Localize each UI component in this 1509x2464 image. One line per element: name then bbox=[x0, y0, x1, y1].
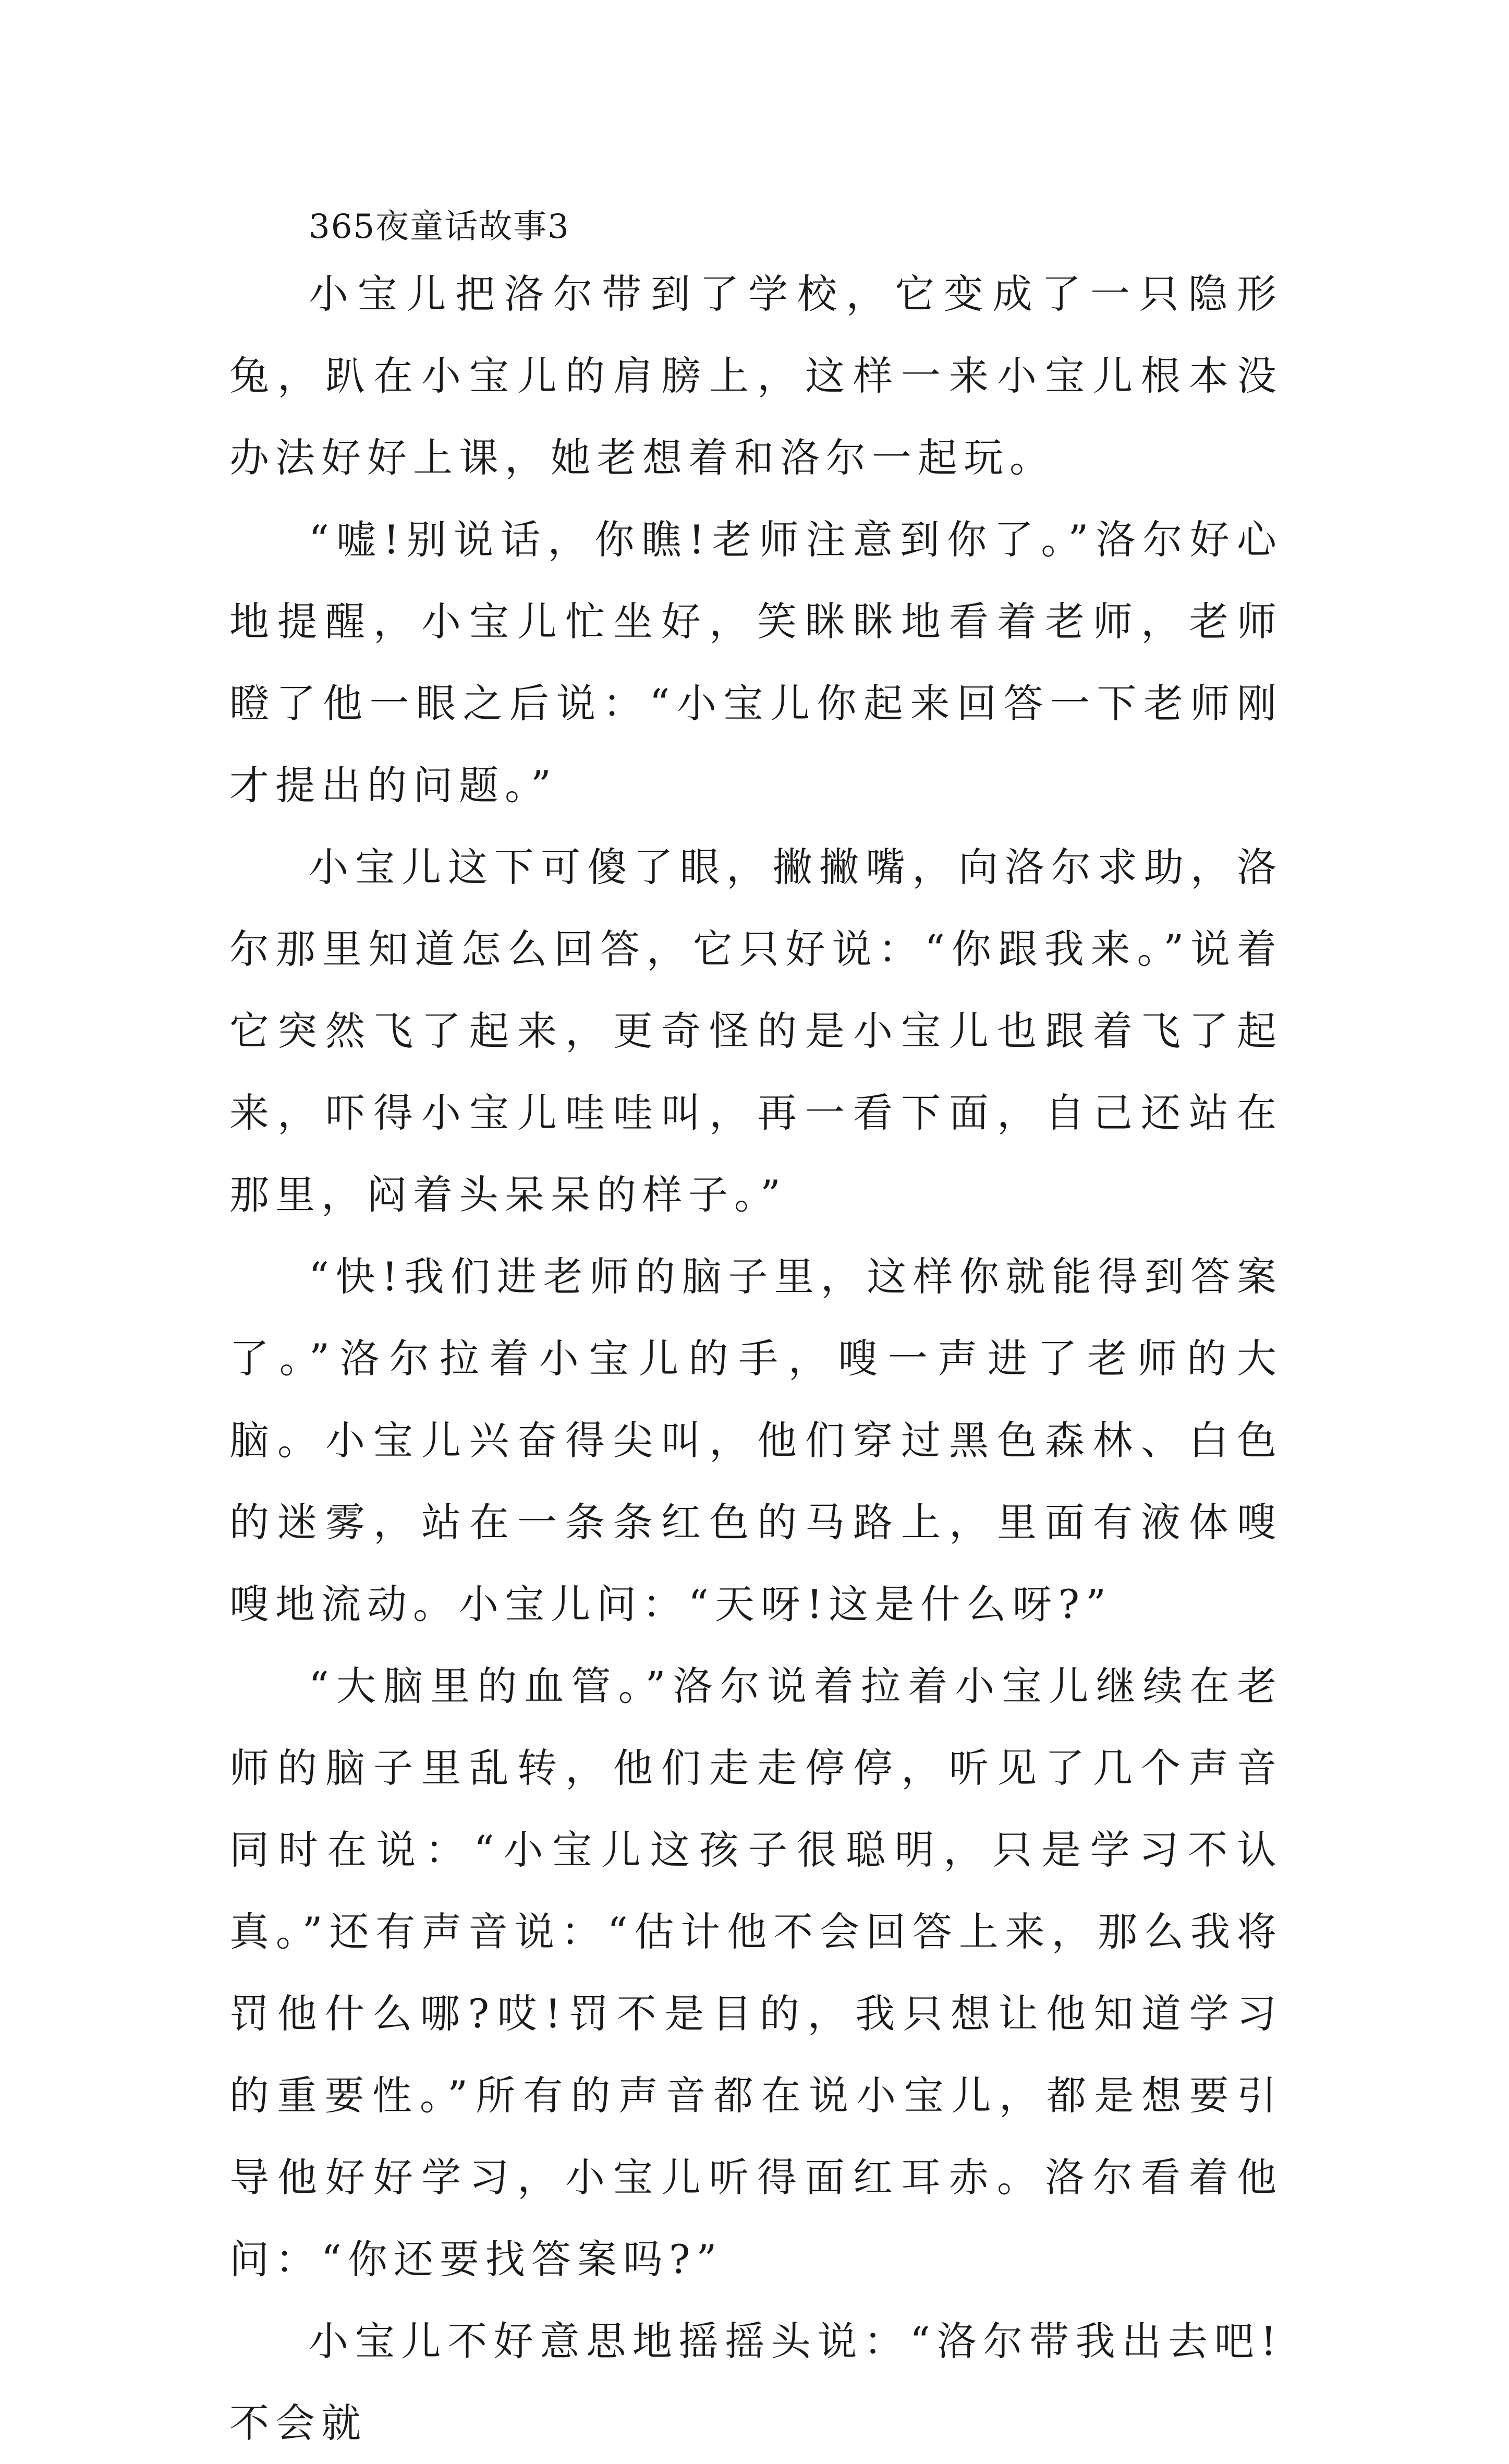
paragraph: “大脑里的血管。”洛尔说着拉着小宝儿继续在老师的脑子里乱转，他们走走停停，听见了几个声音同时在说：“小宝儿这孩子很聪明，只是学习不认真。”还有声音说：“估计他不会回答上来，那么我将罚他什么哪?哎!罚不是目的，我只想让他知道学习的重要性。”所有的声音都在说小宝儿，都是想要引导他好好学习，小宝儿听得面红耳赤。洛尔看着他问：“你还要找答案吗?” bbox=[229, 1663, 1283, 2282]
paragraph: “嘘!别说话，你瞧!老师注意到你了。”洛尔好心地提醒，小宝儿忙坐好，笑眯眯地看着老师，老师瞪了他一眼之后说：“小宝儿你起来回答一下老师刚才提出的问题。” bbox=[229, 516, 1283, 808]
paragraph: 小宝儿这下可傻了眼，撇撇嘴，向洛尔求助，洛尔那里知道怎么回答，它只好说：“你跟我来。”说着它突然飞了起来，更奇怪的是小宝儿也跟着飞了起来，吓得小宝儿哇哇叫，再一看下面，自己还站在那里，闷着头呆呆的样子。” bbox=[229, 844, 1283, 1218]
document-title: 365夜童话故事3 bbox=[309, 208, 570, 246]
document-body bbox=[229, 201, 1283, 2464]
paragraph: 小宝儿把洛尔带到了学校，它变成了一只隐形兔，趴在小宝儿的肩膀上，这样一来小宝儿根本没办法好好上课，她老想着和洛尔一起玩。 bbox=[229, 271, 1283, 481]
paragraph: 小宝儿不好意思地摇摇头说：“洛尔带我出去吧!不会就 bbox=[229, 2318, 1283, 2446]
paragraph: “快!我们进老师的脑子里，这样你就能得到答案了。”洛尔拉着小宝儿的手，嗖一声进了老师的大脑。小宝儿兴奋得尖叫，他们穿过黑色森林、白色的迷雾，站在一条条红色的马路上，里面有液体嗖嗖地流动。小宝儿问：“天呀!这是什么呀?” bbox=[229, 1253, 1283, 1627]
